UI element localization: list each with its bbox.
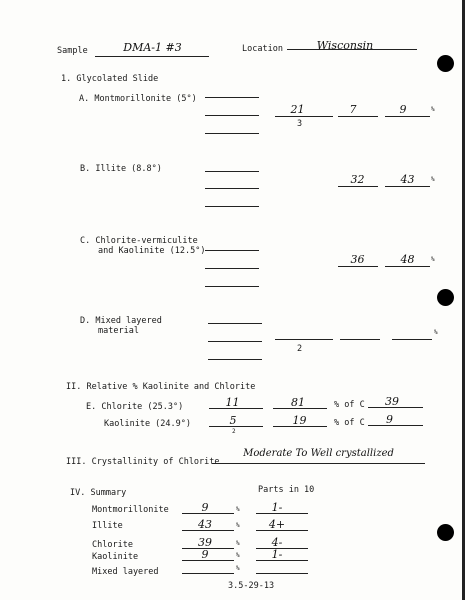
location-label: Location — [242, 44, 283, 54]
percent-sign: % — [236, 522, 240, 529]
summary-label: Kaolinite — [92, 552, 139, 562]
b-value-1: 32 — [350, 173, 365, 186]
crystallinity-line — [212, 463, 425, 464]
punch-hole-bottom — [437, 524, 454, 541]
c-line-2 — [385, 266, 430, 267]
b-line-1 — [338, 186, 378, 187]
footer-code: 3.5-29-13 — [228, 581, 275, 591]
punch-hole-middle — [437, 289, 454, 306]
percent-sign: % — [236, 565, 240, 572]
percent-sign: % — [236, 540, 240, 547]
summary-parts: 4+ — [268, 518, 286, 531]
b-line-2 — [385, 186, 430, 187]
kaolinite-label: Kaolinite (24.9°) — [104, 419, 191, 429]
summary-parts-line — [256, 560, 308, 561]
percent-sign: % — [431, 176, 435, 183]
summary-parts: 4- — [271, 536, 283, 549]
d-line-3 — [392, 339, 432, 340]
item-c-label-1: C. Chlorite-vermiculite — [80, 236, 198, 246]
section1-title: 1. Glycolated Slide — [61, 74, 159, 84]
summary-pct: 9 — [201, 548, 209, 561]
summary-parts-line — [256, 513, 308, 514]
item-d-label-1: D. Mixed layered — [80, 316, 162, 326]
percent-sign: % — [434, 329, 438, 336]
a-line-2 — [338, 116, 378, 117]
a-sub: 3 — [297, 119, 303, 129]
a-value-3: 9 — [399, 103, 407, 116]
item-e-label: E. Chlorite (25.3°) — [86, 402, 184, 412]
e-value-1: 11 — [225, 396, 240, 409]
item-b-label: B. Illite (8.8°) — [80, 164, 162, 174]
summary-pct-line — [182, 573, 234, 574]
section4-title: IV. Summary — [70, 488, 127, 498]
a-value-2: 7 — [349, 103, 357, 116]
blank-line — [208, 359, 262, 360]
d-line-1 — [275, 339, 333, 340]
k-value-1: 5 — [229, 414, 237, 427]
a-line-1 — [275, 116, 333, 117]
sample-label: Sample — [57, 46, 88, 56]
blank-line — [208, 323, 262, 324]
k-sub: 2 — [232, 428, 236, 435]
section3-title: III. Crystallinity of Chlorite — [66, 457, 220, 467]
c-value-1: 36 — [350, 253, 365, 266]
summary-label: Illite — [92, 521, 123, 531]
a-line-3 — [385, 116, 430, 117]
blank-line — [205, 268, 259, 269]
e-value-2: 81 — [291, 396, 305, 409]
e-of-c: % of C — [334, 400, 365, 410]
blank-line — [205, 97, 259, 98]
blank-line — [205, 115, 259, 116]
location-value: Wisconsin — [316, 39, 374, 52]
e-result: 39 — [385, 395, 399, 408]
summary-parts: 1- — [271, 548, 283, 561]
percent-sign: % — [236, 552, 240, 559]
percent-sign: % — [431, 106, 435, 113]
summary-label: Mixed layered — [92, 567, 159, 577]
blank-line — [205, 171, 259, 172]
location-line — [287, 49, 417, 50]
b-value-2: 43 — [400, 173, 415, 186]
k-result-line — [368, 425, 423, 426]
k-of-c: % of C — [334, 418, 365, 428]
blank-line — [208, 341, 262, 342]
section2-title: II. Relative % Kaolinite and Chlorite — [66, 382, 256, 392]
k-value-2: 19 — [292, 414, 307, 427]
c-line-1 — [338, 266, 378, 267]
k-result: 9 — [386, 413, 393, 426]
blank-line — [205, 133, 259, 134]
parts-header: Parts in 10 — [258, 485, 315, 495]
sample-line — [95, 56, 209, 57]
blank-line — [205, 188, 259, 189]
summary-pct: 9 — [201, 501, 209, 514]
d-sub: 2 — [297, 344, 303, 354]
summary-pct: 39 — [198, 536, 212, 549]
percent-sign: % — [236, 506, 240, 513]
blank-line — [205, 286, 259, 287]
summary-label: Chlorite — [92, 540, 133, 550]
summary-pct: 43 — [198, 518, 212, 531]
summary-parts-line — [256, 573, 308, 574]
item-a-label: A. Montmorillonite (5°) — [79, 94, 197, 104]
punch-hole-top — [437, 55, 454, 72]
sample-value: DMA-1 #3 — [123, 41, 182, 54]
a-value-1: 21 — [290, 103, 305, 116]
summary-parts: 1- — [271, 501, 283, 514]
c-value-2: 48 — [400, 253, 415, 266]
item-c-label-2: and Kaolinite (12.5°) — [98, 246, 206, 256]
item-d-label-2: material — [98, 326, 139, 336]
crystallinity-value: Moderate To Well crystallized — [243, 448, 394, 459]
blank-line — [205, 206, 259, 207]
d-line-2 — [340, 339, 380, 340]
percent-sign: % — [431, 256, 435, 263]
summary-label: Montmorillonite — [92, 505, 169, 515]
blank-line — [205, 250, 259, 251]
